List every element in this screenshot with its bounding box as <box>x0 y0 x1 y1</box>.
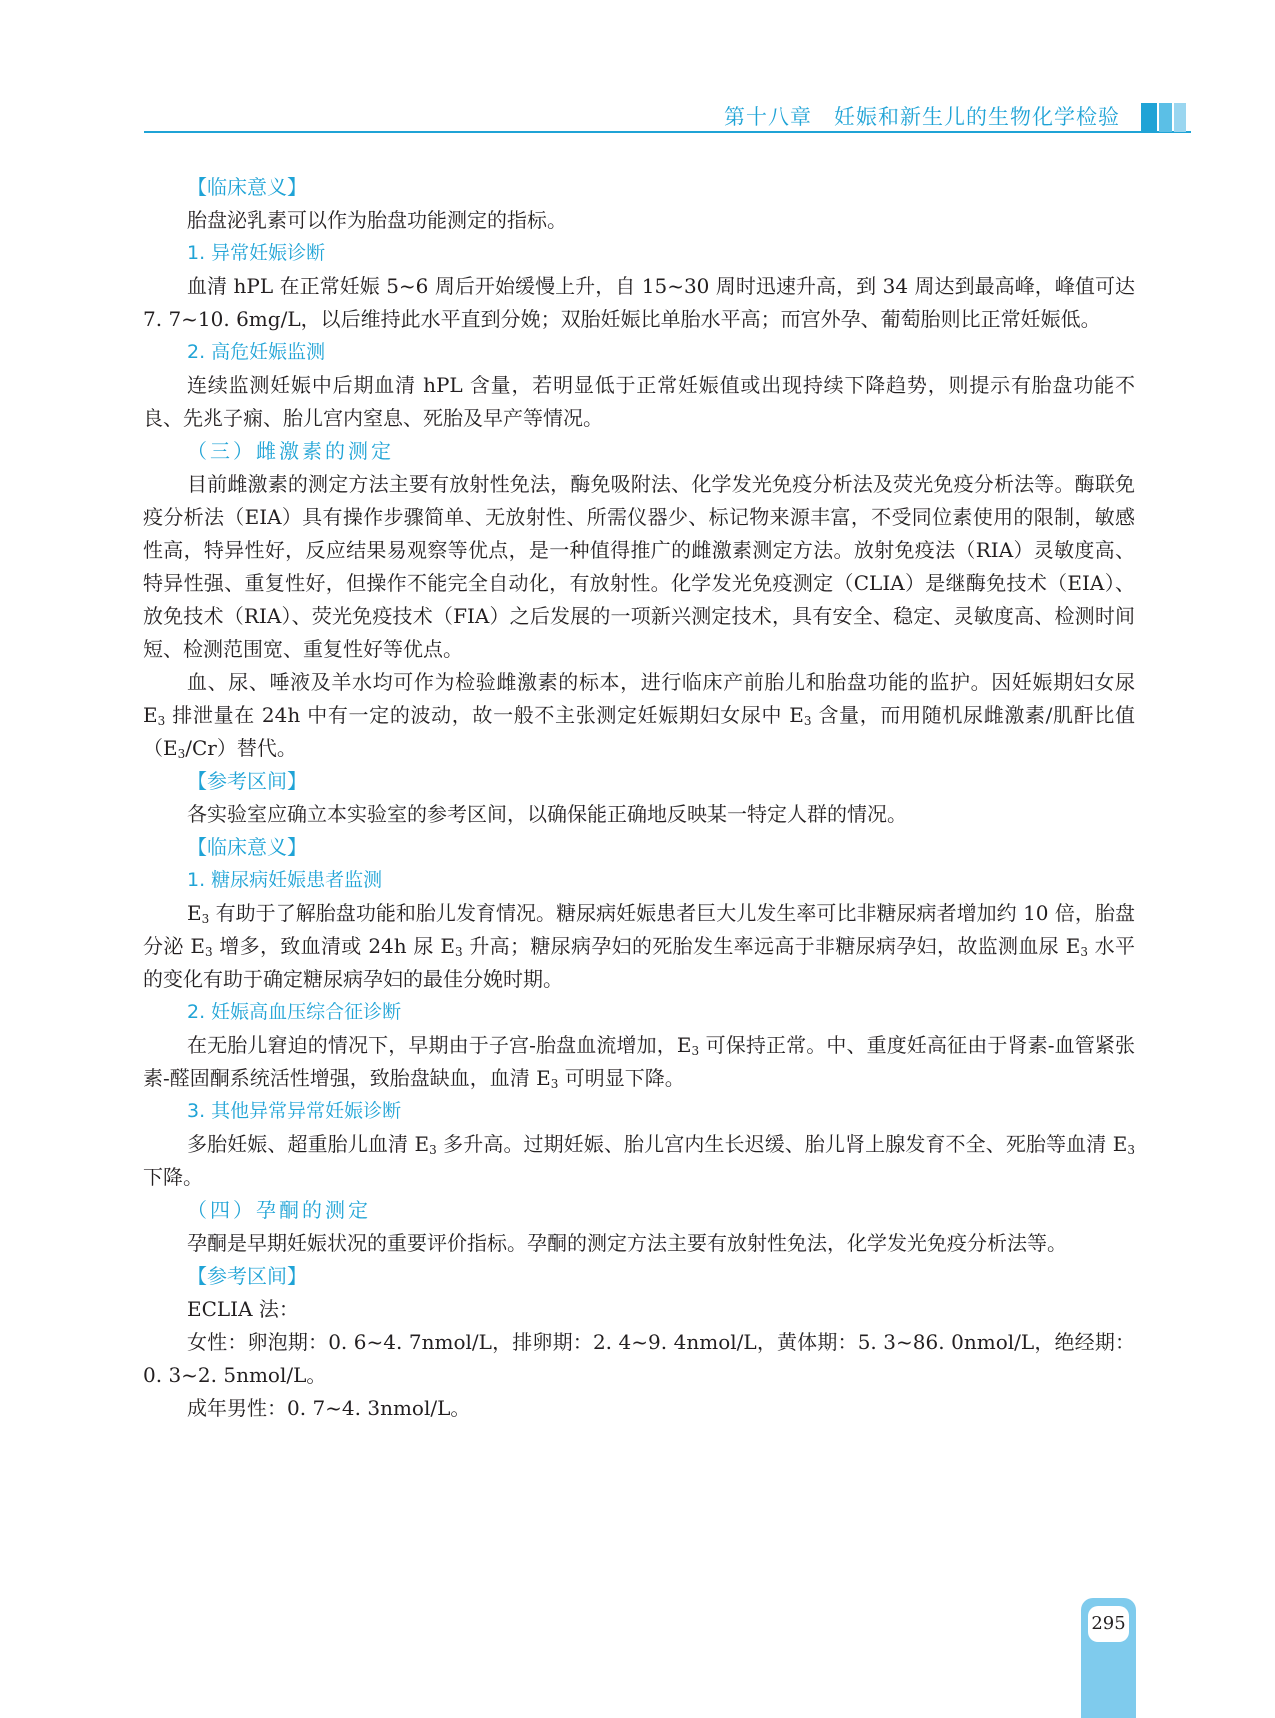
text-run: 升高；糖尿病孕妇的死胎发生率远高于非糖尿病孕妇，故监测血尿 E <box>462 934 1081 958</box>
text-run: /Cr）替代。 <box>185 736 297 760</box>
header-color-block <box>1141 103 1157 132</box>
header-rule <box>144 131 1191 133</box>
subhead-clinical-significance: 【临床意义】 <box>187 835 307 859</box>
text-run: 下降。 <box>143 1165 203 1189</box>
paragraph: 胎盘泌乳素可以作为胎盘功能测定的指标。 <box>187 208 567 232</box>
paragraph <box>143 1128 1135 1194</box>
numbered-heading: 1. 异常妊娠诊断 <box>187 242 326 264</box>
text-run: 增多，致血清或 24h 尿 E <box>212 934 455 958</box>
text-run: 血、尿、唾液及羊水均可作为检验雌激素的标本，进行临床产前胎儿和胎盘功能的监护。因妊娠期妇女尿 E <box>143 670 1135 727</box>
numbered-heading: 3. 其他异常异常妊娠诊断 <box>187 1100 402 1122</box>
paragraph: 目前雌激素的测定方法主要有放射性免法，酶免吸附法、化学发光免疫分析法及荧光免疫分析法等。酶联免疫分析法（EIA）具有操作步骤简单、无放射性、所需仪器少、标记物来源丰富，不受同位素使用的限制，敏感性高，特异性好，反应结果易观察等优点，是一种值得推广的雌激素测定方法。放射免疫法（RIA）灵敏度高、特异性强、重复性好，但操作不能完全自动化，有放射性。化学发光免疫测定（CLIA）是继酶免技术（EIA）、放免技术（RIA）、荧光免疫技术（FIA）之后发展的一项新兴测定技术，具有安全、稳定、灵敏度高、检测时间短、检测范围宽、重复性好等优点。 <box>143 472 1135 661</box>
subscript: 3 <box>1127 1143 1135 1157</box>
header-color-block <box>1159 103 1172 132</box>
subscript: 3 <box>454 945 463 959</box>
text-run: 多胎妊娠、超重胎儿血清 E <box>187 1132 430 1156</box>
subscript: 3 <box>201 912 210 926</box>
paragraph: 连续监测妊娠中后期血清 hPL 含量，若明显低于正常妊娠值或出现持续下降趋势，则提示有胎盘功能不良、先兆子痫、胎儿宫内窒息、死胎及早产等情况。 <box>143 373 1135 430</box>
paragraph <box>143 1029 1135 1095</box>
numbered-heading: 2. 妊娠高血压综合征诊断 <box>187 1001 402 1023</box>
subhead-reference-range: 【参考区间】 <box>187 769 307 793</box>
paragraph: 各实验室应确立本实验室的参考区间，以确保能正确地反映某一特定人群的情况。 <box>187 802 907 826</box>
text-run: E <box>187 901 202 925</box>
numbered-heading: 2. 高危妊娠监测 <box>187 341 326 363</box>
text-run: 可保持正常。中、重度妊高征由于肾素-血管紧张素-醛固酮系统活性增强，致胎盘缺血，血清 E <box>143 1033 1135 1090</box>
subscript: 3 <box>550 1077 559 1091</box>
text-run: 多升高。过期妊娠、胎儿宫内生长迟缓、胎儿肾上腺发育不全、死胎等血清 E <box>436 1132 1128 1156</box>
paragraph <box>143 666 1135 765</box>
chapter-header-title <box>724 101 1120 131</box>
paragraph <box>143 897 1135 996</box>
subscript: 3 <box>157 714 166 728</box>
page-number: 295 <box>1088 1606 1129 1642</box>
text-run: 有助于了解胎盘功能和胎儿发育情况。糖尿病妊娠患者巨大儿发生率可比非糖尿病者增加约 10 倍，胎盘分泌 E <box>143 901 1135 958</box>
subscript: 3 <box>177 747 186 761</box>
chapter-number: 第十八章 <box>724 105 812 129</box>
text-run: 排泄量在 24h 中有一定的波动，故一般不主张测定妊娠期妇女尿中 E <box>165 703 804 727</box>
paragraph: 血清 hPL 在正常妊娠 5~6 周后开始缓慢上升，自 15~30 周时迅速升高，到 34 周达到最高峰，峰值可达 7. 7~10. 6mg/L，以后维持此水平直到分娩；双胎妊娠比单胎水平高；而宫外孕、葡萄胎则比正常妊娠低。 <box>143 274 1135 331</box>
section-heading-progesterone: （四）孕酮的测定 <box>187 1198 371 1222</box>
subscript: 3 <box>803 714 812 728</box>
text-run: 可明显下降。 <box>558 1066 685 1090</box>
paragraph: ECLIA 法： <box>187 1297 299 1321</box>
subhead-reference-range: 【参考区间】 <box>187 1264 307 1288</box>
chapter-title: 妊娠和新生儿的生物化学检验 <box>834 105 1120 129</box>
page-body <box>143 171 1135 1425</box>
paragraph: 女性：卵泡期：0. 6~4. 7nmol/L，排卵期：2. 4~9. 4nmol/L，黄体期：5. 3~86. 0nmol/L，绝经期：0. 3~2. 5nmol/L。 <box>143 1330 1135 1387</box>
paragraph: 孕酮是早期妊娠状况的重要评价指标。孕酮的测定方法主要有放射性免法，化学发光免疫分析法等。 <box>187 1231 1067 1255</box>
subhead-clinical-significance: 【临床意义】 <box>187 175 307 199</box>
numbered-heading: 1. 糖尿病妊娠患者监测 <box>187 869 383 891</box>
subscript: 3 <box>1080 945 1088 959</box>
subscript: 3 <box>429 1143 437 1157</box>
header-color-block <box>1174 103 1186 132</box>
subscript: 3 <box>204 945 213 959</box>
section-heading-estrogen: （三）雌激素的测定 <box>187 439 394 463</box>
text-run: 水平的变化有助于确定糖尿病孕妇的最佳分娩时期。 <box>143 934 1135 991</box>
text-run: 在无胎儿窘迫的情况下，早期由于子宫-胎盘血流增加，E <box>187 1033 692 1057</box>
subscript: 3 <box>691 1044 700 1058</box>
paragraph: 成年男性：0. 7~4. 3nmol/L。 <box>187 1396 471 1420</box>
text-run: 含量，而用随机尿雌激素/肌酐比值（E <box>143 703 1135 760</box>
